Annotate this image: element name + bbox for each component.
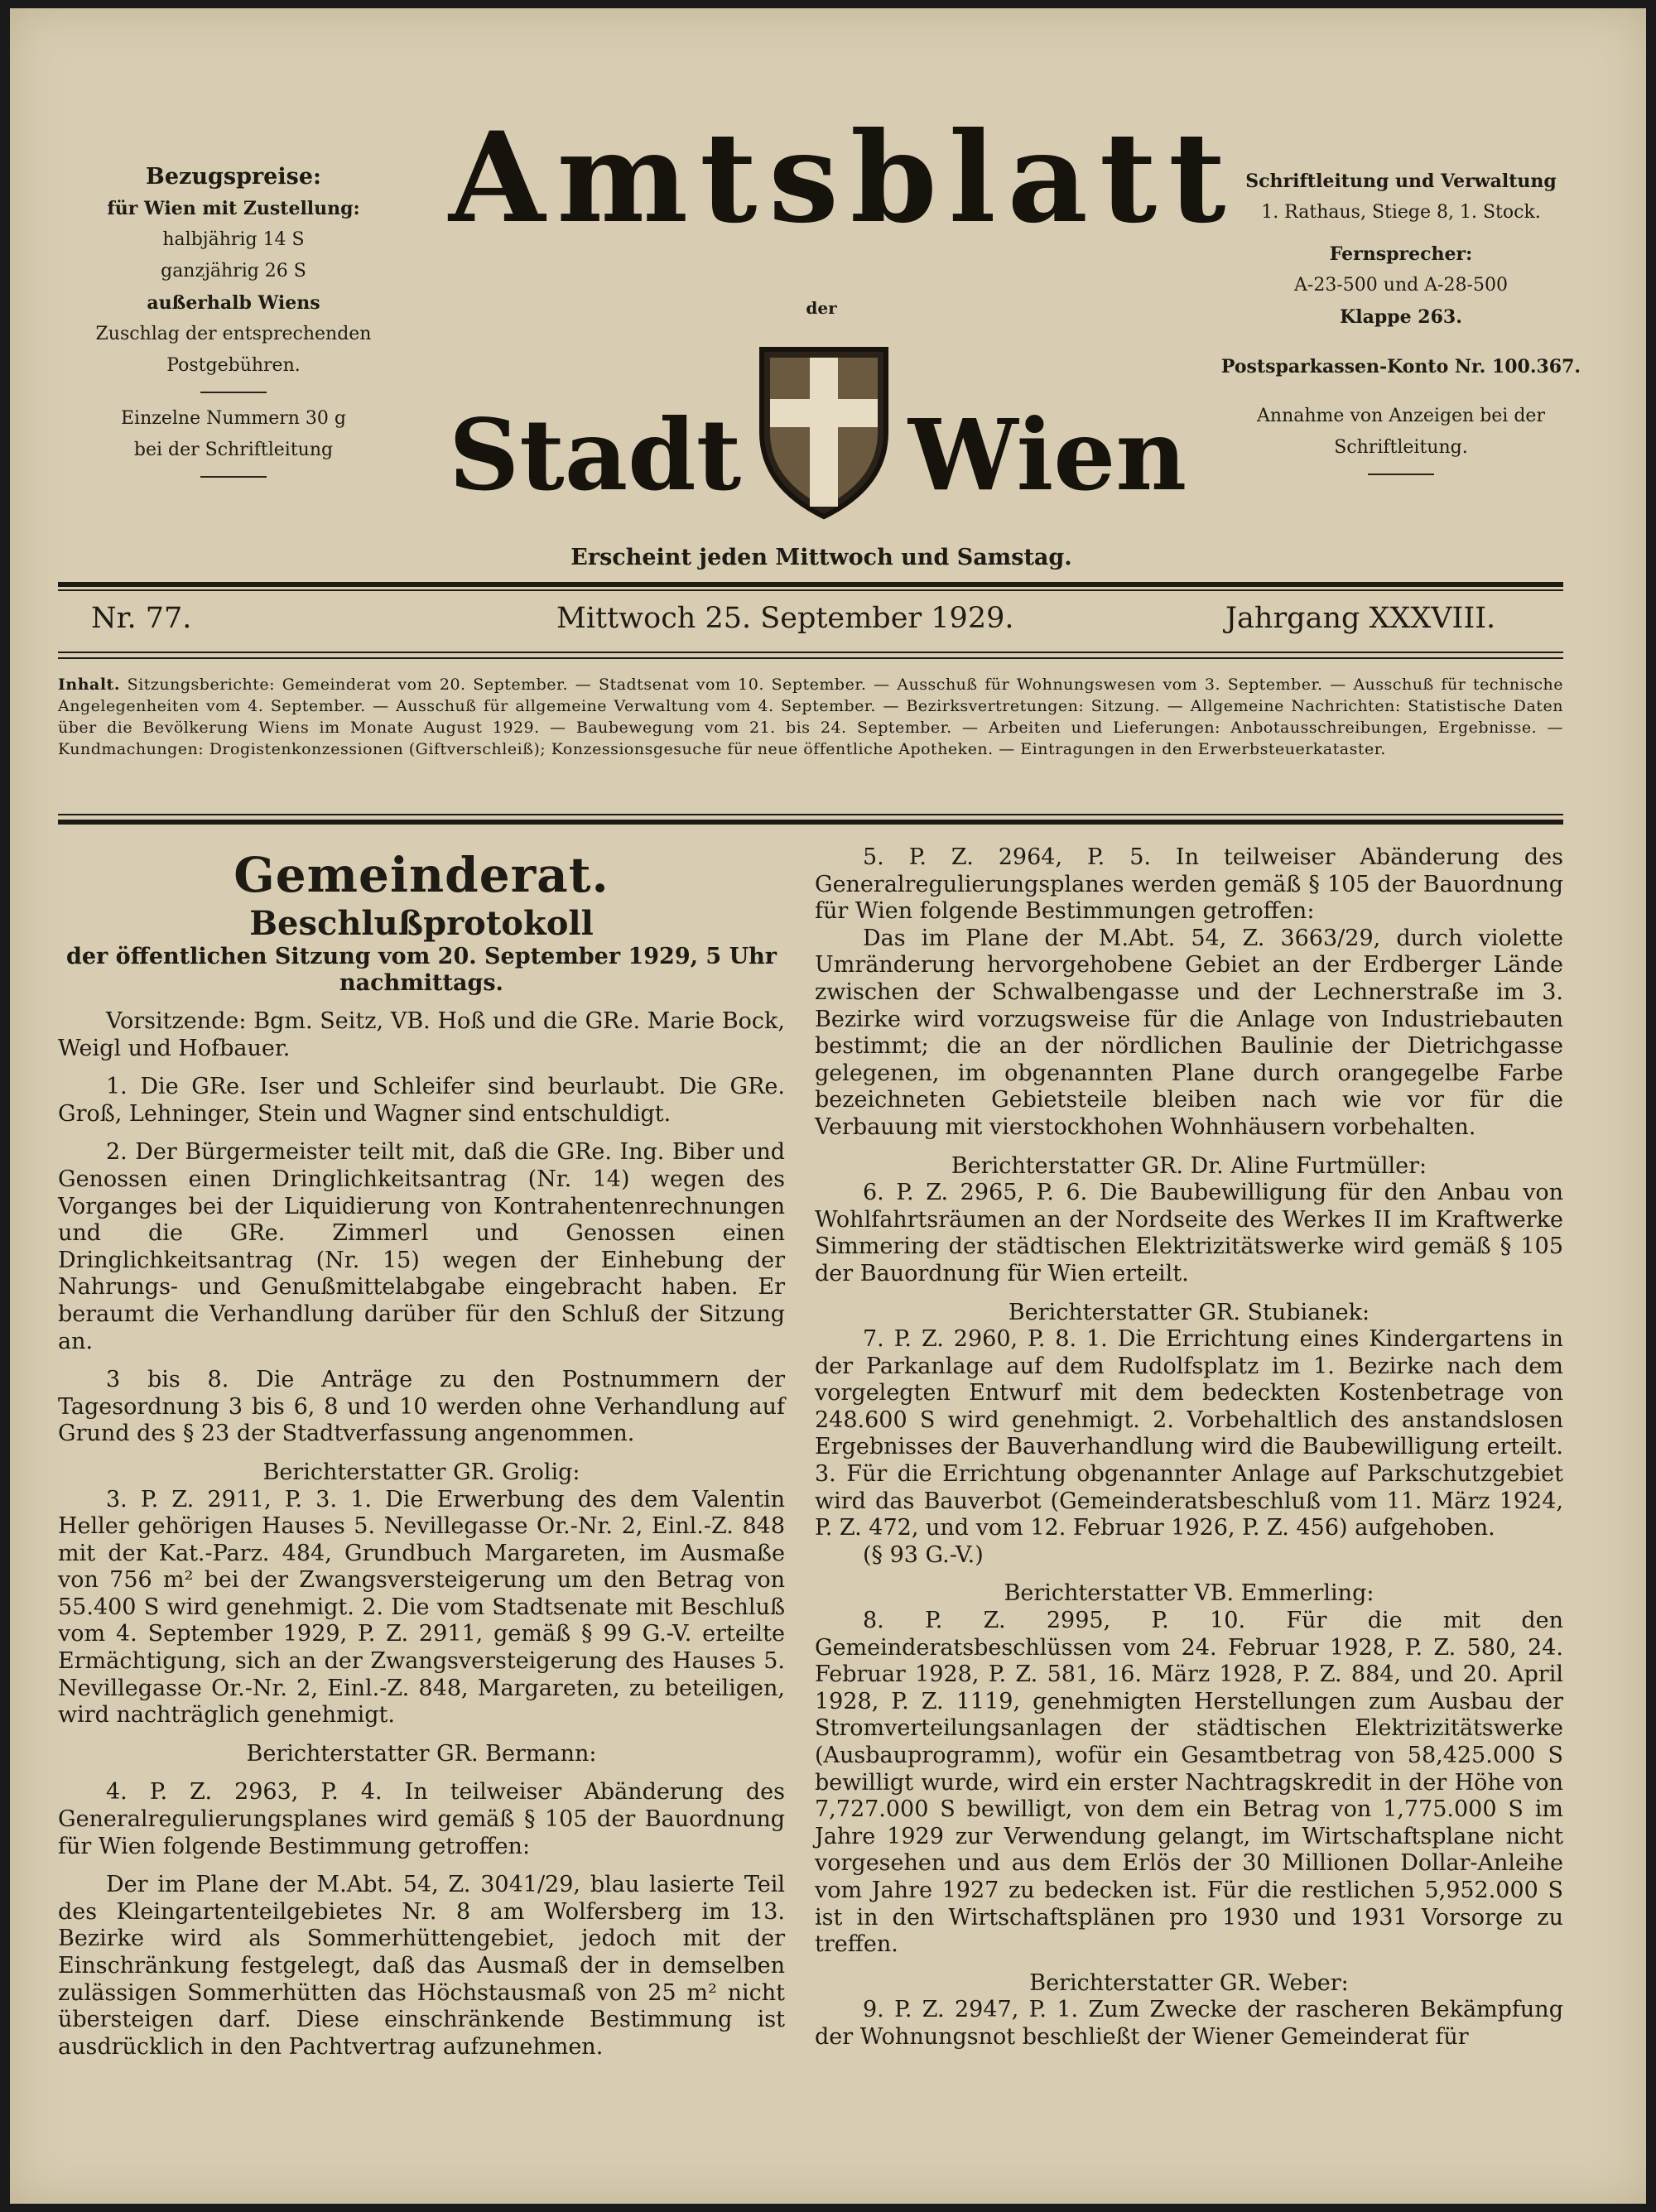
- rapporteur: Berichterstatter GR. Stubianek:: [1008, 1299, 1370, 1325]
- paragraph: 7. P. Z. 2960, P. 8. 1. Die Errichtung eines Kindergartens in der Parkanlage auf dem Rudolfsplatz im 1. Bezirke nach dem vorgelegten Entwurf mit dem bedeckten Kostenbetrage von 248.600 S wird genehmigt. 2. Vorbehaltlich des anstandslosen Ergebnisses der Bauverhandlung wird die Baubewilligung erteilt. 3. Für die Errichtung obgenannter Anlage auf Parkschutzgebiet wird das Bauverbot (Gemeinderatsbeschluß vom 11. März 1924, P. Z. 472, und vom 12. Februar 1926, P. Z. 456) aufgehoben.: [815, 1326, 1563, 1541]
- paragraph: 5. P. Z. 2964, P. 5. In teilweiser Abänderung des Generalregulierungsplanes werden gemäß § 105 der Bauordnung für Wien folgende Bestimmungen getroffen:: [815, 844, 1563, 925]
- paragraph: Der im Plane der M.Abt. 54, Z. 3041/29, blau lasierte Teil des Kleingartenteilgebietes Nr. 8 am Wolfersberg im 13. Bezirke wird als Sommerhüttengebiet, jedoch mit der Einschränkung festgelegt, daß das Ausmaß der in demselben zulässigen Sommerhütten das Höchstausmaß von 25 m² nicht übersteigen darf. Diese einschränkende Bestimmung ist ausdrücklich in den Pachtvertrag aufzunehmen.: [58, 1872, 785, 2060]
- table-of-contents: [58, 674, 1563, 760]
- divider: [200, 392, 267, 393]
- subscription-line: Postgebühren.: [166, 355, 301, 376]
- paragraph: 9. P. Z. 2947, P. 1. Zum Zwecke der rascheren Bekämpfung der Wohnungsnot beschließt der Wiener Gemeinderat für: [815, 1997, 1563, 2050]
- single-copy-line: Einzelne Nummern 30 g: [120, 408, 346, 429]
- paragraph: 1. Die GRe. Iser und Schleifer sind beurlaubt. Die GRe. Groß, Lehninger, Stein und Wagner sind entschuldigt.: [58, 1074, 785, 1127]
- paragraph: Das im Plane der M.Abt. 54, Z. 3663/29, durch violette Umränderung hervorgehobene Gebiet an der Erdberger Lände zwischen der Schwalbengasse und der Lechnerstraße im 3. Bezirke wird vorzugsweise für die Anlage von Industriebauten bestimmt; die an der nördlichen Baulinie der Dietrichgasse gelegenen, im obgenannten Plane durch orangegelbe Farbe bezeichneten Gebietsteile bleiben nach wie vor für die Verbauung mit vierstockhohen Wohnhäusern vorbehalten.: [815, 925, 1563, 1140]
- masthead-stadt: Stadt: [449, 397, 742, 512]
- masthead-tagline: Erscheint jeden Mittwoch und Samstag.: [570, 545, 1072, 570]
- issue-date: Mittwoch 25. September 1929.: [556, 602, 1014, 635]
- rapporteur: Berichterstatter GR. Dr. Aline Furtmüller:: [951, 1152, 1427, 1179]
- divider: [1368, 474, 1434, 475]
- subscription-line: halbjährig 14 S: [162, 229, 305, 250]
- rapporteur: Berichterstatter GR. Grolig:: [262, 1459, 580, 1485]
- rule-top: [58, 582, 1563, 587]
- single-copy-line: bei der Schriftleitung: [133, 440, 334, 460]
- subscription-line: außerhalb Wiens: [147, 292, 320, 314]
- editorial-line: Schriftleitung und Verwaltung: [1245, 171, 1557, 192]
- ads-line: Schriftleitung.: [1334, 437, 1468, 458]
- paragraph: Vorsitzende: Bgm. Seitz, VB. Hoß und die GRe. Marie Bock, Weigl und Hofbauer.: [58, 1008, 785, 1061]
- divider: [200, 476, 267, 478]
- masthead-der: der: [806, 298, 837, 318]
- section-subheading: Beschlußprotokoll: [249, 904, 594, 943]
- paragraph: 4. P. Z. 2963, P. 4. In teilweiser Abänderung des Generalregulierungsplanes wird gemäß § 105 der Bauordnung für Wien folgende Bestimmung getroffen:: [58, 1779, 785, 1859]
- newspaper-page: [10, 8, 1646, 2204]
- editorial-line: 1. Rathaus, Stiege 8, 1. Stock.: [1261, 202, 1541, 223]
- phone-line: A-23-500 und A-28-500: [1294, 275, 1508, 296]
- paragraph: 3. P. Z. 2911, P. 3. 1. Die Erwerbung des dem Valentin Heller gehörigen Hauses 5. Nevillegasse Or.-Nr. 2, Einl.-Z. 848 mit der Kat.-Parz. 484, Grundbuch Margareten, im Ausmaße von 756 m² bei der Zwangsversteigerung um den Betrag von 55.400 S wird genehmigt. 2. Die vom Stadtsenate mit Beschluß vom 4. September 1929, P. Z. 2911, gemäß § 99 G.-V. erteilte Ermächtigung, sich an der Zwangsversteigerung des Hauses 5. Nevillegasse Or.-Nr. 2, Einl.-Z. 848, Margareten, zu beteiligen, wird nachträglich genehmigt.: [58, 1486, 785, 1729]
- rapporteur: Berichterstatter GR. Weber:: [1029, 1969, 1349, 1996]
- contents-label: Inhalt.: [58, 676, 120, 694]
- rule-bottom-thin: [58, 814, 1563, 815]
- subscription-heading: Bezugspreise:: [146, 164, 321, 190]
- vienna-coat-of-arms-icon: [753, 341, 894, 523]
- masthead-wien: Wien: [908, 397, 1187, 512]
- rapporteur: Berichterstatter VB. Emmerling:: [1004, 1580, 1374, 1607]
- paragraph: 2. Der Bürgermeister teilt mit, daß die GRe. Ing. Biber und Genossen einen Dringlichkeitsantrag (Nr. 14) wegen des Vorganges bei der Liquidierung von Kontrahentenrechnungen und die GRe. Zimmerl und Genossen einen Dringlichkeitsantrag (Nr. 15) wegen der Einhebung der Nahrungs- und Genußmittelabgabe eingebracht haben. Er beraumt die Verhandlung darüber für den Schluß der Sitzung an.: [58, 1139, 785, 1354]
- subscription-line: für Wien mit Zustellung:: [107, 198, 360, 219]
- rule-top-thin: [58, 589, 1563, 591]
- issue-number: Nr. 77.: [91, 602, 192, 635]
- masthead-title: Amtsblatt: [449, 105, 1238, 251]
- paragraph-note: (§ 93 G.-V.): [863, 1541, 984, 1568]
- left-column: [58, 846, 785, 2061]
- paragraph: 8. P. Z. 2995, P. 10. Für die mit den Gemeinderatsbeschlüssen vom 24. Februar 1928, P. Z. 580, 24. Februar 1928, P. Z. 581, 16. März 1928, P. Z. 884, und 20. April 1928, P. Z. 1119, genehmigten Herstellungen zum Ausbau der Stromverteilungsanlagen der städtischen Elektrizitätswerke (Ausbauprogramm), wofür ein Gesamtbetrag von 58,425.000 S bewilligt wurde, wird ein erster Nachtragskredit in der Höhe von 7,727.000 S bewilligt, von dem ein Betrag von 1,775.000 S im Jahre 1929 zur Verwendung gelangt, im Wirtschaftsplane nicht vorgesehen und aus dem Erlös der 30 Millionen Dollar-Anleihe vom Jahre 1927 zu bedecken ist. Für die restlichen 5,952.000 S ist in den Wirtschaftsplänen pro 1930 und 1931 Vorsorge zu treffen.: [815, 1608, 1563, 1958]
- rule-bottom: [58, 820, 1563, 825]
- issue-volume: Jahrgang XXXVIII.: [1225, 602, 1496, 635]
- rapporteur: Berichterstatter GR. Bermann:: [246, 1740, 597, 1767]
- phone-line: Klappe 263.: [1340, 306, 1462, 328]
- paragraph: 6. P. Z. 2965, P. 6. Die Baubewilligung für den Anbau von Wohlfahrtsräumen an der Nordseite des Werkes II im Kraftwerke Simmering der städtischen Elektrizitätswerke wird gemäß § 105 der Bauordnung für Wien erteilt.: [815, 1180, 1563, 1286]
- session-line: der öffentlichen Sitzung vom 20. September 1929, 5 Uhr nachmittags.: [65, 944, 777, 996]
- subscription-line: Zuschlag der entsprechenden: [95, 324, 372, 344]
- phone-heading: Fernsprecher:: [1329, 243, 1473, 265]
- subscription-prices: [89, 161, 378, 488]
- subscription-line: ganzjährig 26 S: [161, 261, 306, 281]
- paragraph: 3 bis 8. Die Anträge zu den Postnummern der Tagesordnung 3 bis 6, 8 und 10 werden ohne Verhandlung auf Grund des § 23 der Stadtverfassung angenommen.: [58, 1367, 785, 1447]
- section-heading: Gemeinderat.: [233, 847, 609, 903]
- contents-text: Sitzungsberichte: Gemeinderat vom 20. September. — Stadtsenat vom 10. September. — Ausschuß für Wohnungswesen vom 3. September. — Ausschuß für technische Angelegenheiten vom 4. September. — Ausschuß für allgemeine Verwaltung vom 4. September. — Bezirksvertretungen: Sitzung. — Allgemeine Nachrichten: Statistische Daten über die Bevölkerung Wiens im Monate August 1929. — Baubewegung vom 21. bis 24. September. — Arbeiten und Lieferungen: Anbotausschreibungen, Ergebnisse. — Kundmachungen: Drogistenkonzessionen (Giftverschleiß); Konzessionsgesuche für neue öffentliche Apotheken. — Eintragungen in den Erwerbsteuerkataster.: [58, 676, 1563, 758]
- editorial-info: [1219, 166, 1583, 485]
- right-column: [815, 844, 1563, 2051]
- postal-account: Postsparkassen-Konto Nr. 100.367.: [1220, 356, 1581, 377]
- rule-mid: [58, 652, 1563, 653]
- rule-mid-2: [58, 657, 1563, 659]
- ads-line: Annahme von Anzeigen bei der: [1257, 406, 1545, 426]
